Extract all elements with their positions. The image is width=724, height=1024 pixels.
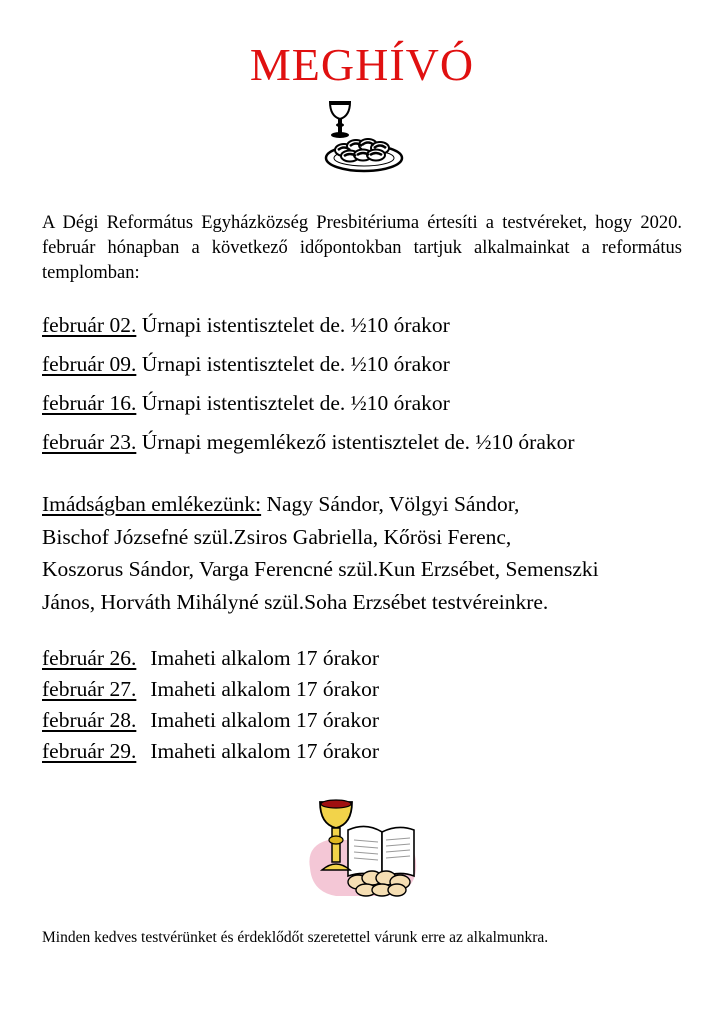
prayer-text: Imaheti alkalom 17 órakor — [150, 739, 379, 763]
event-date: február 23. — [42, 430, 137, 454]
memorial-paragraph — [42, 488, 692, 618]
page-title: MEGHÍVÓ — [249, 39, 475, 90]
memorial-line: Nagy Sándor, Völgyi Sándor, — [261, 492, 520, 516]
event-text: Úrnapi istentisztelet de. ½10 órakor — [136, 352, 450, 376]
prayer-date: február 27. — [42, 677, 137, 701]
service-schedule — [42, 310, 692, 466]
event-item — [42, 310, 692, 349]
chalice-bible-bread-clipart — [302, 798, 422, 900]
event-item — [42, 349, 692, 388]
event-item — [42, 388, 692, 427]
event-text: Úrnapi megemlékező istentisztelet de. ½10 órakor — [136, 430, 575, 454]
event-item — [42, 427, 692, 466]
prayer-text: Imaheti alkalom 17 órakor — [150, 646, 379, 670]
memorial-line: Koszorus Sándor, Varga Ferencné szül.Kun Erzsébet, Semenszki — [42, 557, 599, 581]
prayer-item — [42, 705, 692, 736]
memorial-line: János, Horváth Mihályné szül.Soha Erzsébet testvéreinkre. — [42, 589, 549, 614]
prayer-date: február 26. — [42, 646, 137, 670]
prayer-week-schedule — [42, 643, 692, 767]
memorial-label: Imádságban emlékezünk: — [42, 492, 262, 516]
event-text: Úrnapi istentisztelet de. ½10 órakor — [136, 391, 450, 415]
prayer-item — [42, 736, 692, 767]
prayer-item — [42, 643, 692, 674]
prayer-date: február 28. — [42, 708, 137, 732]
event-date: február 02. — [42, 313, 137, 337]
closing-note: Minden kedves testvérünket és érdeklődőt szeretettel várunk erre az alkalmunkra. — [42, 929, 549, 946]
prayer-text: Imaheti alkalom 17 órakor — [150, 708, 379, 732]
prayer-item — [42, 674, 692, 705]
event-text: Úrnapi istentisztelet de. ½10 órakor — [136, 313, 450, 337]
prayer-date: február 29. — [42, 739, 137, 763]
intro-paragraph: A Dégi Református Egyházközség Presbitériuma értesíti a testvéreket, hogy 2020. február hónapban a következő időpontokban tartjuk alkalmainkat a református templomban: — [42, 213, 682, 283]
event-date: február 09. — [42, 352, 137, 376]
memorial-line: Bischof Józsefné szül.Zsiros Gabriella, Kőrösi Ferenc, — [42, 524, 512, 549]
event-date: február 16. — [42, 391, 137, 415]
prayer-text: Imaheti alkalom 17 órakor — [150, 677, 379, 701]
chalice-bread-clipart — [318, 98, 406, 180]
